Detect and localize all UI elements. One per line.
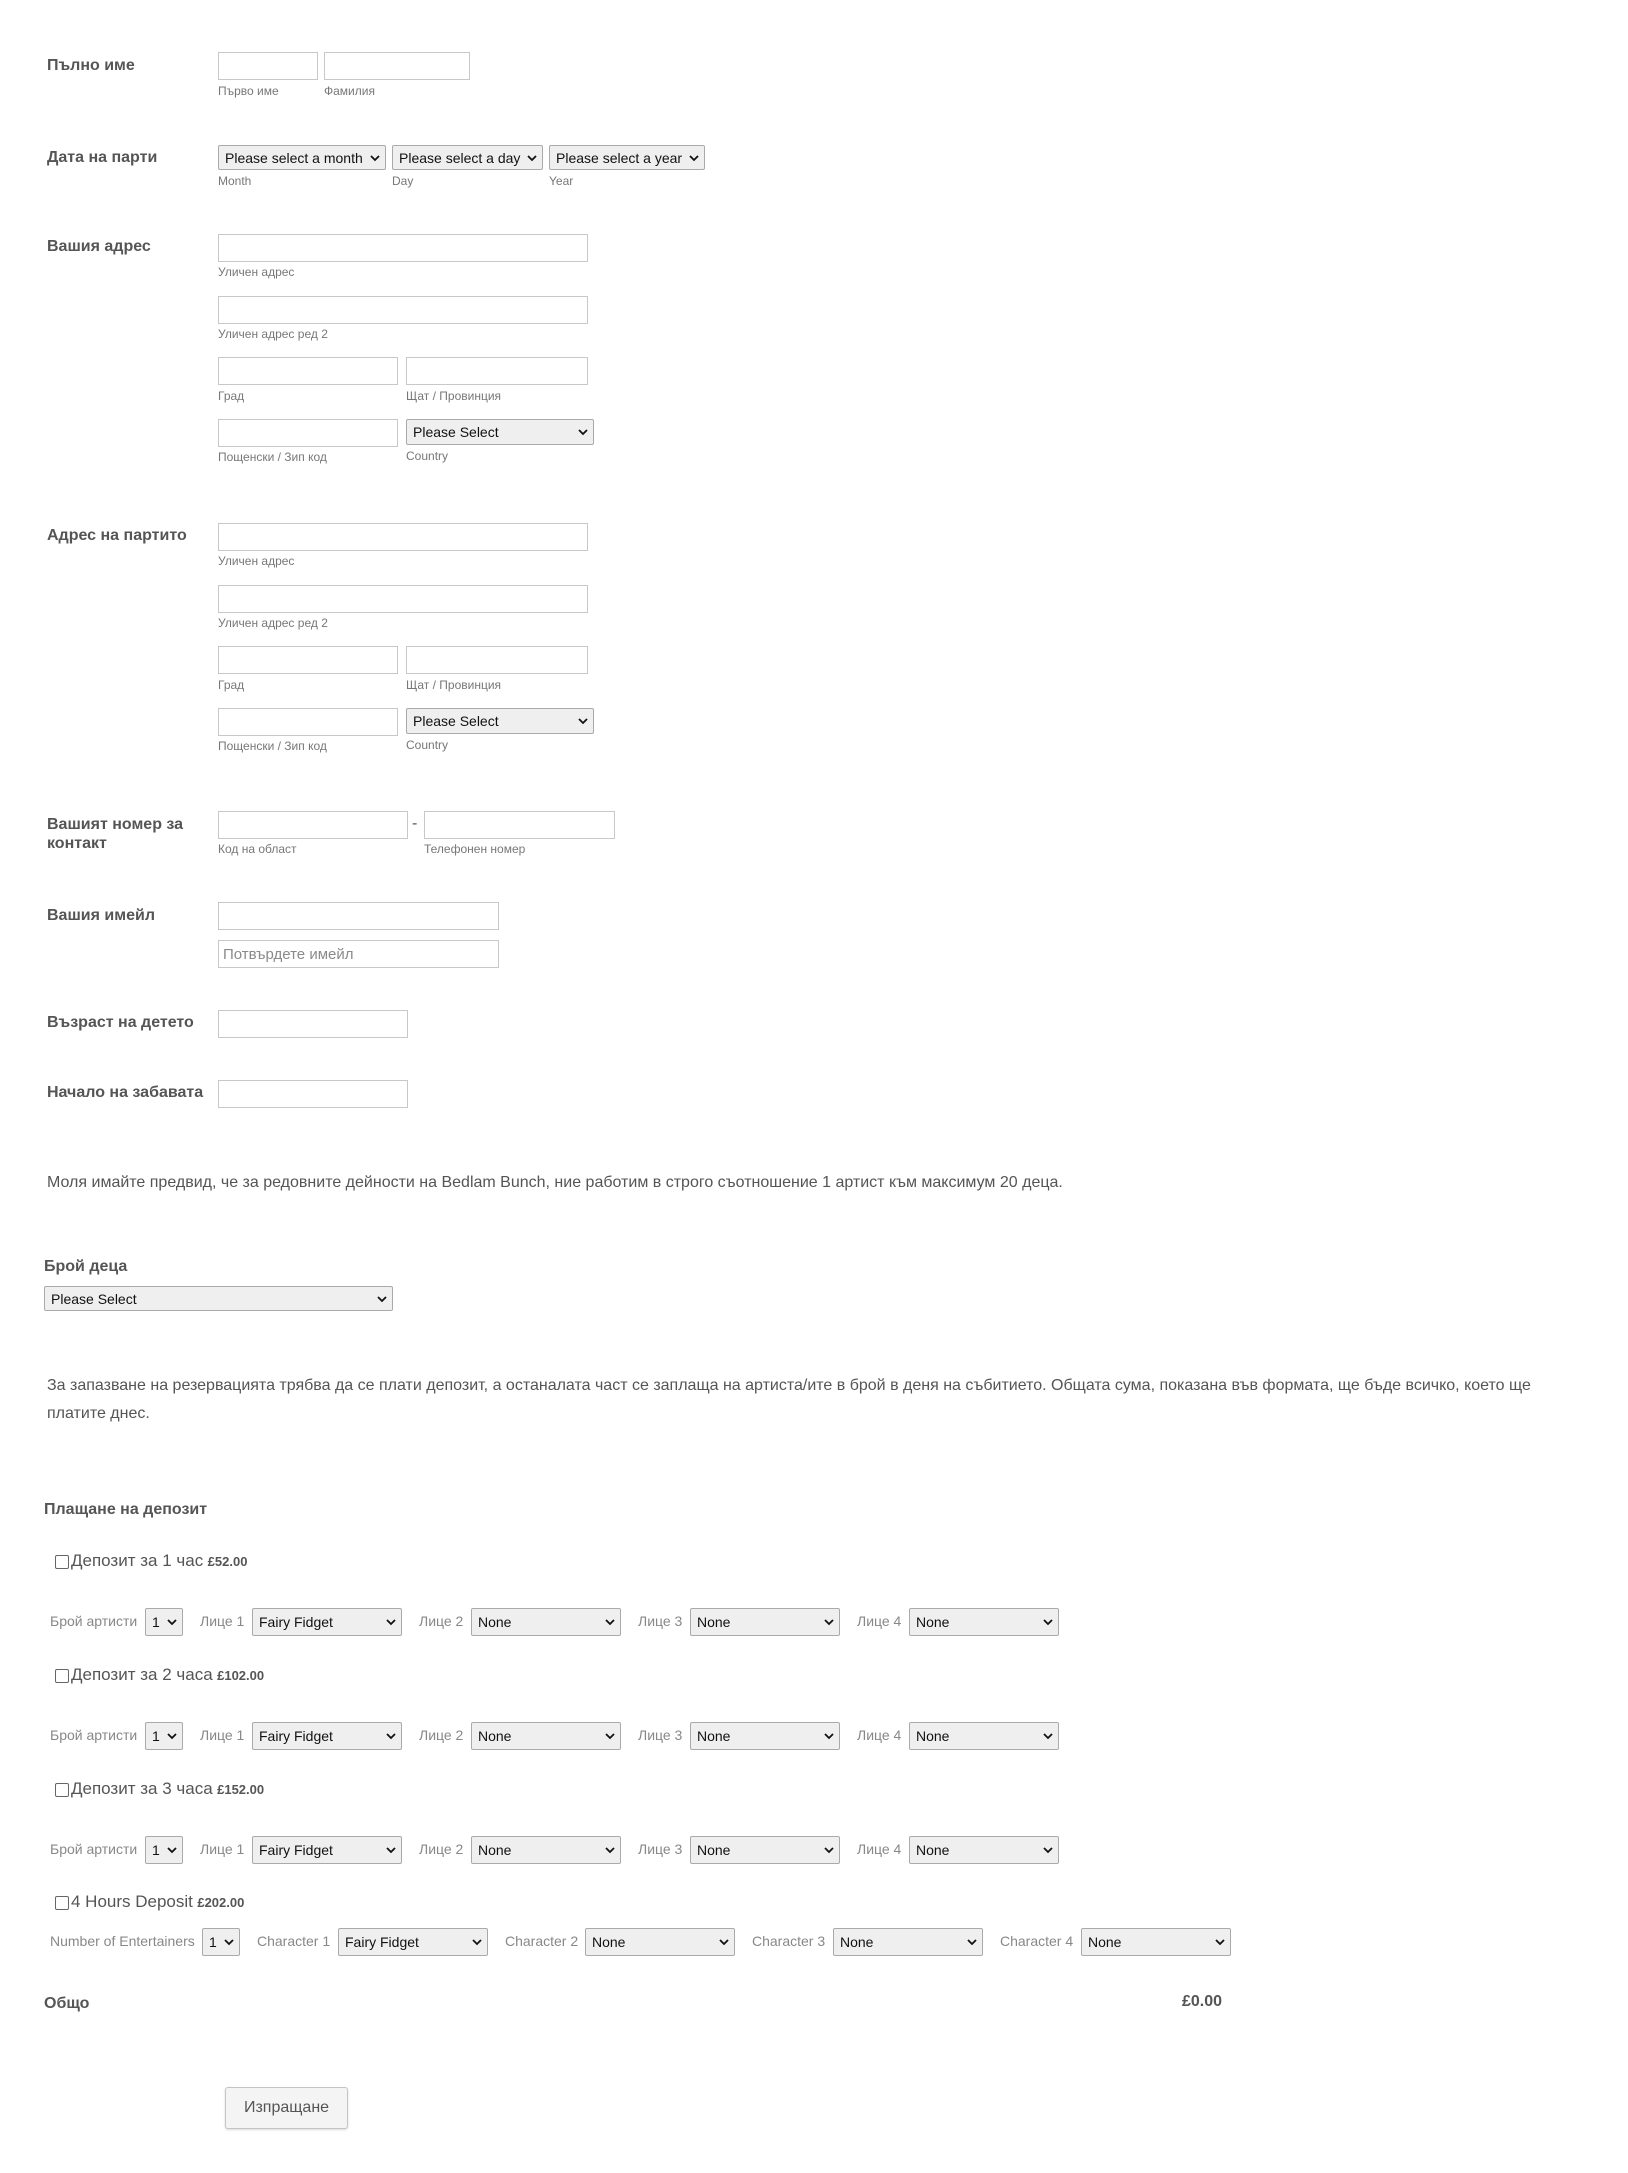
phone-number-sublabel: Телефонен номер (424, 842, 526, 856)
chevron-down-icon (471, 1936, 483, 1948)
email-input[interactable] (218, 902, 499, 930)
entertainers-value: 1 (152, 1842, 160, 1858)
year-select-value: Please select a year (556, 149, 683, 166)
chevron-down-icon (385, 1616, 397, 1628)
deposit-option-name: Депозит за 3 часа (71, 1779, 213, 1798)
character-2-select[interactable] (471, 1722, 621, 1750)
your-country-select[interactable] (406, 419, 594, 445)
character-2-value: None (478, 1614, 512, 1630)
chevron-down-icon (1042, 1844, 1054, 1856)
character-3-label: Лице 3 (638, 1613, 683, 1629)
character-2-value: None (592, 1934, 626, 1950)
party-city-input[interactable] (218, 646, 398, 674)
character-2-select[interactable] (471, 1608, 621, 1636)
phone-separator: - (412, 815, 418, 832)
chevron-down-icon (1214, 1936, 1226, 1948)
deposit-option-2 (71, 1665, 264, 1685)
chevron-down-icon (369, 152, 381, 164)
entertainers-label: Брой артисти (50, 1841, 138, 1857)
character-3-select[interactable] (690, 1836, 840, 1864)
character-2-value: None (478, 1842, 512, 1858)
deposit-option-1 (71, 1551, 247, 1571)
character-4-select[interactable] (909, 1608, 1059, 1636)
character-2-label: Character 2 (505, 1933, 579, 1949)
chevron-down-icon (604, 1844, 616, 1856)
party-date-label: Дата на парти (47, 149, 158, 166)
last-name-sublabel: Фамилия (324, 84, 375, 98)
entertainers-value: 1 (209, 1934, 217, 1950)
party-start-input[interactable] (218, 1080, 408, 1108)
chevron-down-icon (526, 152, 538, 164)
deposit-3h-checkbox[interactable] (55, 1783, 69, 1797)
chevron-down-icon (823, 1730, 835, 1742)
character-1-value: Fairy Fidget (259, 1728, 333, 1744)
deposit-section-label: Плащане на депозит (44, 1501, 208, 1518)
entertainers-select[interactable] (145, 1722, 183, 1750)
character-4-label: Лице 4 (857, 1727, 902, 1743)
party-country-value: Please Select (413, 713, 499, 729)
chevron-down-icon (688, 152, 700, 164)
character-2-label: Лице 2 (419, 1841, 464, 1857)
chevron-down-icon (376, 1293, 388, 1305)
chevron-down-icon (604, 1616, 616, 1628)
chevron-down-icon (223, 1936, 235, 1948)
last-name-input[interactable] (324, 52, 470, 80)
character-2-label: Лице 2 (419, 1613, 464, 1629)
character-4-label: Лице 4 (857, 1613, 902, 1629)
deposit-4h-checkbox[interactable] (55, 1896, 69, 1910)
your-street2-input[interactable] (218, 296, 588, 324)
deposit-option-name: 4 Hours Deposit (71, 1892, 193, 1911)
character-4-value: None (916, 1842, 950, 1858)
character-4-value: None (1088, 1934, 1122, 1950)
your-state-input[interactable] (406, 357, 588, 385)
character-4-select[interactable] (909, 1722, 1059, 1750)
party-country-select[interactable] (406, 708, 594, 734)
area-code-input[interactable] (218, 811, 408, 839)
entertainers-select[interactable] (202, 1928, 240, 1956)
your-street-sublabel: Уличен адрес (218, 265, 295, 279)
chevron-down-icon (604, 1730, 616, 1742)
chevron-down-icon (577, 426, 589, 438)
month-select-value: Please select a month (225, 149, 363, 166)
phone-number-input[interactable] (424, 811, 615, 839)
chevron-down-icon (823, 1616, 835, 1628)
children-count-select[interactable] (44, 1286, 393, 1311)
character-4-select[interactable] (909, 1836, 1059, 1864)
character-1-label: Лице 1 (200, 1613, 245, 1629)
party-zip-input[interactable] (218, 708, 398, 736)
child-age-input[interactable] (218, 1010, 408, 1038)
character-4-value: None (916, 1728, 950, 1744)
first-name-sublabel: Първо име (218, 84, 279, 98)
party-address-label: Адрес на партито (47, 527, 187, 544)
your-street2-sublabel: Уличен адрес ред 2 (218, 327, 328, 341)
entertainers-label: Number of Entertainers (50, 1933, 195, 1949)
character-3-value: None (840, 1934, 874, 1950)
year-select[interactable] (549, 145, 705, 170)
deposit-option-name: Депозит за 2 часа (71, 1665, 213, 1684)
chevron-down-icon (385, 1730, 397, 1742)
deposit-option-price: £52.00 (207, 1554, 248, 1569)
party-start-label: Начало на забавата (47, 1084, 204, 1101)
month-sublabel: Month (218, 174, 252, 188)
character-1-label: Лице 1 (200, 1727, 245, 1743)
day-select-value: Please select a day (399, 149, 521, 166)
deposit-2h-checkbox[interactable] (55, 1669, 69, 1683)
character-3-value: None (697, 1614, 731, 1630)
character-3-select[interactable] (833, 1928, 983, 1956)
your-state-sublabel: Щат / Провинция (406, 389, 502, 403)
chevron-down-icon (166, 1844, 178, 1856)
entertainers-select[interactable] (145, 1608, 183, 1636)
character-1-value: Fairy Fidget (259, 1842, 333, 1858)
chevron-down-icon (1042, 1616, 1054, 1628)
email-confirm-input[interactable] (218, 940, 499, 968)
your-city-input[interactable] (218, 357, 398, 385)
month-select[interactable] (218, 145, 386, 170)
character-2-label: Лице 2 (419, 1727, 464, 1743)
chevron-down-icon (385, 1844, 397, 1856)
children-count-value: Please Select (51, 1290, 137, 1307)
phone-label: Вашият номер за контакт (47, 816, 184, 852)
deposit-option-4 (71, 1892, 244, 1912)
deposit-notice: За запазване на резервацията трябва да се плати депозит, а останалата част се заплаща на артиста/ите в брой в деня на събитието. Общата сума, показана във формата, ще бъде всичко, което ще платите днес. (47, 1377, 1531, 1422)
ratio-notice: Моля имайте предвид, че за редовните дейности на Bedlam Bunch, ние работим в строго съотношение 1 артист към максимум 20 деца. (47, 1174, 1063, 1191)
total-label: Общо (44, 1995, 90, 2012)
character-3-select[interactable] (690, 1722, 840, 1750)
your-address-label: Вашия адрес (47, 238, 151, 255)
children-count-label: Брой деца (44, 1258, 128, 1275)
character-3-label: Лице 3 (638, 1727, 683, 1743)
party-zip-sublabel: Пощенски / Зип код (218, 739, 327, 753)
day-sublabel: Day (392, 174, 414, 188)
your-country-sublabel: Country (406, 449, 449, 463)
character-1-label: Character 1 (257, 1933, 331, 1949)
character-1-select[interactable] (338, 1928, 488, 1956)
character-3-select[interactable] (690, 1608, 840, 1636)
character-1-select[interactable] (252, 1836, 402, 1864)
chevron-down-icon (166, 1616, 178, 1628)
submit-button[interactable]: Изпращане (225, 2087, 348, 2129)
party-state-input[interactable] (406, 646, 588, 674)
deposit-option-price: £102.00 (217, 1668, 265, 1683)
party-street-input[interactable] (218, 523, 588, 551)
party-street2-sublabel: Уличен адрес ред 2 (218, 616, 328, 630)
entertainers-select[interactable] (145, 1836, 183, 1864)
character-3-label: Character 3 (752, 1933, 826, 1949)
character-4-value: None (916, 1614, 950, 1630)
party-street-sublabel: Уличен адрес (218, 554, 295, 568)
your-country-value: Please Select (413, 424, 499, 440)
deposit-option-3 (71, 1779, 264, 1799)
first-name-input[interactable] (218, 52, 318, 80)
character-4-label: Лице 4 (857, 1841, 902, 1857)
your-zip-sublabel: Пощенски / Зип код (218, 450, 327, 464)
chevron-down-icon (1042, 1730, 1054, 1742)
deposit-option-price: £152.00 (217, 1782, 265, 1797)
party-street2-input[interactable] (218, 585, 588, 613)
chevron-down-icon (577, 715, 589, 727)
deposit-1h-checkbox[interactable] (55, 1555, 69, 1569)
deposit-option-price: £202.00 (197, 1895, 245, 1910)
character-1-value: Fairy Fidget (259, 1614, 333, 1630)
party-country-sublabel: Country (406, 738, 449, 752)
character-4-label: Character 4 (1000, 1933, 1074, 1949)
your-city-sublabel: Град (218, 389, 245, 403)
full-name-label: Пълно име (47, 57, 135, 74)
party-city-sublabel: Град (218, 678, 245, 692)
your-zip-input[interactable] (218, 419, 398, 447)
character-4-select[interactable] (1081, 1928, 1231, 1956)
entertainers-label: Брой артисти (50, 1727, 138, 1743)
character-2-select[interactable] (471, 1836, 621, 1864)
character-1-label: Лице 1 (200, 1841, 245, 1857)
your-street-input[interactable] (218, 234, 588, 262)
character-1-select[interactable] (252, 1722, 402, 1750)
character-3-value: None (697, 1728, 731, 1744)
deposit-option-name: Депозит за 1 час (71, 1551, 204, 1570)
entertainers-value: 1 (152, 1614, 160, 1630)
chevron-down-icon (966, 1936, 978, 1948)
character-3-value: None (697, 1842, 731, 1858)
area-code-sublabel: Код на област (218, 842, 297, 856)
character-1-select[interactable] (252, 1608, 402, 1636)
character-3-label: Лице 3 (638, 1841, 683, 1857)
child-age-label: Възраст на детето (47, 1014, 194, 1031)
total-value: £0.00 (1182, 1993, 1223, 2010)
day-select[interactable] (392, 145, 543, 170)
character-1-value: Fairy Fidget (345, 1934, 419, 1950)
email-label: Вашия имейл (47, 907, 155, 924)
character-2-value: None (478, 1728, 512, 1744)
chevron-down-icon (718, 1936, 730, 1948)
year-sublabel: Year (549, 174, 574, 188)
entertainers-value: 1 (152, 1728, 160, 1744)
character-2-select[interactable] (585, 1928, 735, 1956)
party-state-sublabel: Щат / Провинция (406, 678, 502, 692)
chevron-down-icon (166, 1730, 178, 1742)
entertainers-label: Брой артисти (50, 1613, 138, 1629)
chevron-down-icon (823, 1844, 835, 1856)
